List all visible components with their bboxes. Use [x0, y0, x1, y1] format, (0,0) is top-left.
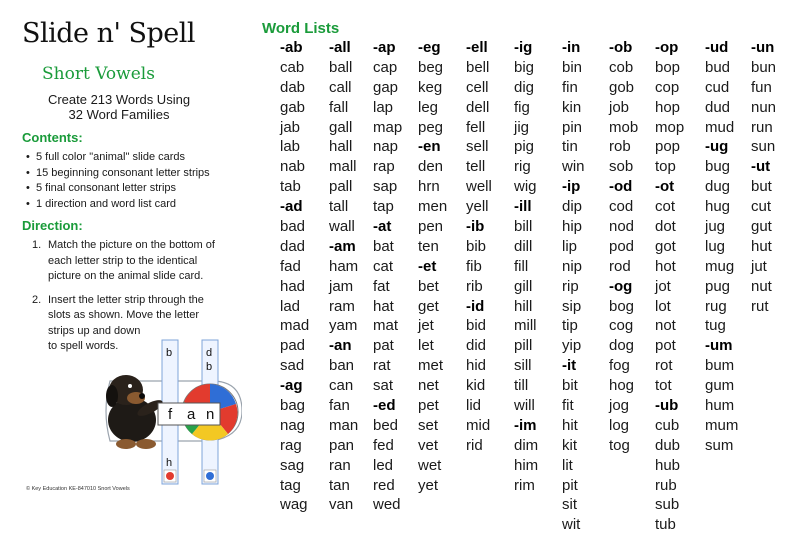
- word-entry: keg: [418, 78, 443, 96]
- word-entry: gall: [329, 118, 353, 136]
- word-family-heading: -ill: [514, 198, 532, 216]
- word-entry: lid: [466, 397, 482, 415]
- word-letter: a: [187, 406, 196, 423]
- contents-item: • 5 full color "animal" slide cards: [26, 150, 210, 166]
- word-entry: fill: [514, 257, 529, 275]
- word-family-heading: -ab: [280, 39, 303, 56]
- word-entry: gill: [514, 277, 533, 295]
- word-entry: pug: [705, 277, 731, 295]
- word-entry: pan: [329, 436, 355, 454]
- word-entry: cub: [655, 416, 680, 434]
- word-entry: mill: [514, 317, 537, 335]
- word-entry: tog: [609, 436, 630, 454]
- word-entry: yet: [418, 476, 439, 494]
- word-entry: hot: [655, 257, 676, 275]
- word-entry: set: [418, 416, 439, 434]
- word-entry: dog: [609, 337, 635, 355]
- word-entry: win: [562, 158, 585, 176]
- word-entry: rim: [514, 476, 535, 494]
- word-family-heading: -op: [655, 39, 679, 56]
- word-entry: ran: [329, 456, 351, 474]
- word-entry: lit: [562, 456, 573, 474]
- word-entry: men: [418, 198, 448, 216]
- word-entry: bag: [280, 397, 306, 415]
- word-column: [751, 38, 800, 316]
- word-entry: cell: [466, 78, 489, 96]
- word-entry: cut: [751, 198, 772, 216]
- create-line-1: Create 213 Words Using: [47, 92, 191, 107]
- word-entry: led: [373, 456, 394, 474]
- word-entry: pall: [329, 178, 353, 196]
- word-entry: fad: [280, 257, 301, 275]
- word-family-heading: -an: [329, 337, 352, 355]
- word-entry: let: [418, 337, 434, 355]
- word-entry: mid: [466, 416, 491, 434]
- word-entry: bad: [280, 218, 306, 236]
- word-entry: cod: [609, 198, 634, 216]
- word-entry: mat: [373, 317, 399, 335]
- word-entry: get: [418, 297, 439, 315]
- word-entry: mad: [280, 317, 310, 335]
- strip-letter-top-right: d: [206, 347, 213, 359]
- word-entry: rag: [280, 436, 302, 454]
- word-entry: sag: [280, 456, 305, 474]
- word-entry: hid: [466, 357, 487, 375]
- word-entry: lot: [655, 297, 671, 315]
- word-family-heading: -in: [562, 39, 581, 56]
- word-entry: rob: [609, 138, 631, 156]
- word-family-heading: -ud: [705, 39, 729, 56]
- word-entry: tall: [329, 198, 349, 216]
- word-entry: wet: [418, 456, 442, 474]
- word-entry: lap: [373, 98, 394, 116]
- word-entry: lad: [280, 297, 301, 315]
- step-line: picture on the animal slide card.: [48, 270, 204, 282]
- word-column: [655, 38, 711, 535]
- word-entry: kit: [562, 436, 577, 454]
- word-family-heading: -am: [329, 237, 356, 255]
- word-entry: pit: [562, 476, 578, 494]
- word-entry: dad: [280, 237, 306, 255]
- word-family-heading: -all: [329, 39, 351, 56]
- word-entry: cab: [280, 58, 305, 76]
- word-entry: yip: [562, 337, 582, 355]
- word-entry: fog: [609, 357, 630, 375]
- step-number: 2.: [32, 293, 42, 306]
- word-entry: till: [514, 377, 529, 395]
- word-entry: wed: [373, 496, 401, 514]
- word-family-heading: -en: [418, 138, 441, 156]
- step-line: each letter strip to the identical: [48, 254, 198, 267]
- word-entry: van: [329, 496, 354, 514]
- word-entry: nab: [280, 158, 306, 176]
- word-entry: sit: [562, 496, 577, 514]
- step-line: strips up and down: [48, 324, 141, 337]
- word-entry: lab: [280, 138, 301, 156]
- word-entry: wit: [562, 516, 581, 534]
- word-family-heading: -ob: [609, 39, 633, 56]
- word-entry: pin: [562, 118, 583, 136]
- word-entry: wig: [514, 178, 537, 196]
- svg-text:b: b: [206, 361, 213, 373]
- word-entry: hill: [514, 297, 533, 315]
- word-entry: gap: [373, 78, 399, 96]
- word-entry: dill: [514, 237, 533, 255]
- word-lists-heading: Word Lists: [262, 20, 340, 37]
- word-entry: gob: [609, 78, 635, 96]
- word-entry: rot: [655, 357, 673, 375]
- word-entry: mop: [655, 118, 685, 136]
- word-entry: leg: [418, 98, 439, 116]
- word-family-heading: -ip: [562, 178, 581, 196]
- word-entry: hit: [562, 416, 578, 434]
- word-entry: fat: [373, 277, 390, 295]
- word-entry: dab: [280, 78, 306, 96]
- word-family-heading: -um: [705, 337, 733, 355]
- word-family-heading: -et: [418, 257, 437, 275]
- word-entry: bill: [514, 218, 533, 236]
- word-entry: rap: [373, 158, 395, 176]
- word-entry: tan: [329, 476, 350, 494]
- word-entry: fin: [562, 78, 578, 96]
- product-subtitle: Short Vowels: [42, 64, 155, 84]
- word-entry: sell: [466, 138, 489, 156]
- contents-item: • 15 beginning consonant letter strips: [26, 166, 210, 182]
- word-letter: n: [206, 406, 215, 423]
- word-entry: sip: [562, 297, 582, 315]
- word-entry: hum: [705, 397, 735, 415]
- word-entry: bell: [466, 58, 490, 76]
- word-family-heading: -at: [373, 218, 392, 236]
- word-entry: fig: [514, 98, 530, 116]
- word-entry: fit: [562, 397, 574, 415]
- word-entry: rid: [466, 436, 483, 454]
- word-entry: jig: [514, 118, 530, 136]
- product-title: Slide n' Spell: [22, 18, 196, 49]
- word-entry: net: [418, 377, 439, 395]
- word-entry: fib: [466, 257, 482, 275]
- word-entry: bog: [609, 297, 635, 315]
- word-entry: bed: [373, 416, 399, 434]
- word-entry: run: [751, 118, 773, 136]
- word-entry: gab: [280, 98, 306, 116]
- step-line: Match the picture on the bottom of: [48, 239, 215, 251]
- word-entry: map: [373, 118, 403, 136]
- contents-item: • 5 final consonant letter strips: [26, 181, 210, 197]
- word-entry: pod: [609, 237, 635, 255]
- word-entry: mum: [705, 416, 739, 434]
- word-entry: jet: [418, 317, 434, 335]
- word-entry: bud: [705, 58, 731, 76]
- word-family-heading: -ib: [466, 218, 485, 236]
- word-entry: rub: [655, 476, 677, 494]
- word-entry: dip: [562, 198, 583, 216]
- word-entry: top: [655, 158, 676, 176]
- word-family-heading: -od: [609, 178, 633, 196]
- word-entry: tap: [373, 198, 394, 216]
- word-entry: cop: [655, 78, 680, 96]
- word-entry: pen: [418, 218, 444, 236]
- word-entry: wag: [280, 496, 308, 514]
- word-entry: gut: [751, 218, 772, 236]
- word-entry: bin: [562, 58, 583, 76]
- word-entry: hip: [562, 218, 583, 236]
- word-entry: bun: [751, 58, 777, 76]
- strip-letter-top-left: b: [166, 347, 173, 359]
- word-entry: hub: [655, 456, 681, 474]
- word-entry: ban: [329, 357, 355, 375]
- word-entry: log: [609, 416, 630, 434]
- copyright-text: © Key Education KE-847010 Snort Vowels: [26, 486, 130, 492]
- step-line: slots as shown. Move the letter: [48, 309, 200, 321]
- word-entry: well: [466, 178, 492, 196]
- word-entry: had: [280, 277, 306, 295]
- word-entry: hut: [751, 237, 772, 255]
- word-entry: hall: [329, 138, 353, 156]
- word-entry: rut: [751, 297, 769, 315]
- word-entry: rug: [705, 297, 727, 315]
- word-entry: tub: [655, 516, 676, 534]
- word-entry: ram: [329, 297, 355, 315]
- word-entry: met: [418, 357, 444, 375]
- word-entry: tell: [466, 158, 486, 176]
- word-entry: dug: [705, 178, 731, 196]
- contents-item: • 1 direction and word list card: [26, 197, 210, 213]
- word-entry: did: [466, 337, 487, 355]
- word-entry: ham: [329, 257, 359, 275]
- word-family-heading: -im: [514, 416, 537, 434]
- word-entry: rig: [514, 158, 531, 176]
- word-entry: beg: [418, 58, 444, 76]
- word-entry: cot: [655, 198, 676, 216]
- word-family-heading: -it: [562, 357, 577, 375]
- word-entry: cud: [705, 78, 730, 96]
- word-entry: pet: [418, 397, 439, 415]
- word-entry: man: [329, 416, 359, 434]
- word-entry: sap: [373, 178, 398, 196]
- word-entry: lug: [705, 237, 726, 255]
- word-family-heading: -ed: [373, 397, 396, 415]
- step-line: to spell words.: [48, 340, 119, 352]
- word-entry: rip: [562, 277, 579, 295]
- word-letter: f: [168, 406, 173, 423]
- word-entry: tab: [280, 178, 301, 196]
- word-entry: dud: [705, 98, 731, 116]
- word-entry: den: [418, 158, 444, 176]
- word-entry: dell: [466, 98, 490, 116]
- word-entry: nod: [609, 218, 635, 236]
- word-entry: jug: [705, 218, 726, 236]
- word-entry: lip: [562, 237, 578, 255]
- word-family-heading: -ub: [655, 397, 679, 415]
- word-entry: pat: [373, 337, 394, 355]
- word-entry: can: [329, 377, 354, 395]
- word-entry: pad: [280, 337, 306, 355]
- word-entry: nip: [562, 257, 583, 275]
- word-entry: ball: [329, 58, 353, 76]
- word-entry: tip: [562, 317, 578, 335]
- word-entry: pop: [655, 138, 681, 156]
- word-entry: nag: [280, 416, 306, 434]
- word-family-heading: -eg: [418, 39, 441, 56]
- word-entry: sum: [705, 436, 734, 454]
- word-entry: tin: [562, 138, 578, 156]
- word-family-heading: -ap: [373, 39, 396, 56]
- word-entry: gum: [705, 377, 735, 395]
- word-entry: jab: [280, 118, 301, 136]
- word-entry: mob: [609, 118, 639, 136]
- word-entry: cat: [373, 257, 394, 275]
- word-entry: jut: [751, 257, 767, 275]
- word-entry: dim: [514, 436, 539, 454]
- word-entry: cap: [373, 58, 398, 76]
- word-entry: nap: [373, 138, 399, 156]
- word-entry: will: [514, 397, 535, 415]
- word-family-heading: -ot: [655, 178, 675, 196]
- word-entry: tot: [655, 377, 672, 395]
- word-entry: hrn: [418, 178, 440, 196]
- word-family-heading: -ug: [705, 138, 729, 156]
- word-entry: bet: [418, 277, 439, 295]
- word-entry: cog: [609, 317, 634, 335]
- word-entry: jam: [329, 277, 354, 295]
- word-entry: sun: [751, 138, 776, 156]
- word-entry: tug: [705, 317, 726, 335]
- word-entry: nun: [751, 98, 777, 116]
- word-entry: rod: [609, 257, 631, 275]
- word-family-heading: -un: [751, 39, 775, 56]
- word-entry: wall: [329, 218, 355, 236]
- word-entry: bid: [466, 317, 487, 335]
- word-entry: hog: [609, 377, 635, 395]
- word-entry: bit: [562, 377, 578, 395]
- word-entry: red: [373, 476, 395, 494]
- word-entry: rat: [373, 357, 391, 375]
- word-entry: bum: [705, 357, 735, 375]
- word-entry: pill: [514, 337, 533, 355]
- word-family-heading: -ut: [751, 158, 771, 176]
- word-family-heading: -og: [609, 277, 633, 295]
- word-family-heading: -ag: [280, 377, 303, 395]
- step-line: Insert the letter strip through the: [48, 293, 204, 306]
- word-entry: dot: [655, 218, 676, 236]
- word-entry: hat: [373, 297, 394, 315]
- word-entry: bat: [373, 237, 394, 255]
- word-entry: not: [655, 317, 676, 335]
- word-entry: mall: [329, 158, 357, 176]
- word-entry: fall: [329, 98, 349, 116]
- step-number: 1.: [32, 239, 42, 251]
- word-entry: pot: [655, 337, 676, 355]
- word-entry: job: [609, 98, 630, 116]
- word-entry: sub: [655, 496, 680, 514]
- word-entry: fed: [373, 436, 394, 454]
- word-entry: fell: [466, 118, 486, 136]
- word-entry: yam: [329, 317, 358, 335]
- create-line-2: 32 Word Families: [68, 107, 170, 122]
- word-entry: kin: [562, 98, 582, 116]
- word-family-heading: -ad: [280, 198, 303, 216]
- word-entry: ten: [418, 237, 439, 255]
- word-entry: him: [514, 456, 539, 474]
- word-family-heading: -ell: [466, 39, 488, 56]
- word-entry: sill: [514, 357, 532, 375]
- word-entry: kid: [466, 377, 486, 395]
- word-entry: bop: [655, 58, 681, 76]
- word-entry: peg: [418, 118, 444, 136]
- word-entry: nut: [751, 277, 772, 295]
- word-entry: jot: [655, 277, 671, 295]
- contents-heading: Contents:: [22, 130, 83, 145]
- word-entry: vet: [418, 436, 439, 454]
- word-entry: tag: [280, 476, 301, 494]
- word-entry: but: [751, 178, 772, 196]
- word-entry: mud: [705, 118, 735, 136]
- word-family-heading: -ig: [514, 39, 533, 56]
- word-entry: sat: [373, 377, 394, 395]
- word-entry: cob: [609, 58, 634, 76]
- word-entry: hop: [655, 98, 681, 116]
- word-entry: mug: [705, 257, 735, 275]
- word-entry: pig: [514, 138, 535, 156]
- word-entry: big: [514, 58, 535, 76]
- word-entry: got: [655, 237, 676, 255]
- word-entry: jog: [609, 397, 630, 415]
- word-entry: hug: [705, 198, 731, 216]
- strip-letter-bottom: h: [166, 457, 173, 469]
- word-entry: dub: [655, 436, 681, 454]
- word-entry: yell: [466, 198, 489, 216]
- word-entry: bug: [705, 158, 731, 176]
- word-entry: bib: [466, 237, 487, 255]
- word-entry: fan: [329, 397, 350, 415]
- word-entry: dig: [514, 78, 535, 96]
- word-entry: fun: [751, 78, 772, 96]
- word-entry: sad: [280, 357, 305, 375]
- word-entry: rib: [466, 277, 483, 295]
- word-entry: call: [329, 78, 352, 96]
- word-entry: sob: [609, 158, 634, 176]
- direction-heading: Direction:: [22, 218, 83, 233]
- word-column: [280, 38, 336, 515]
- word-family-heading: -id: [466, 297, 485, 315]
